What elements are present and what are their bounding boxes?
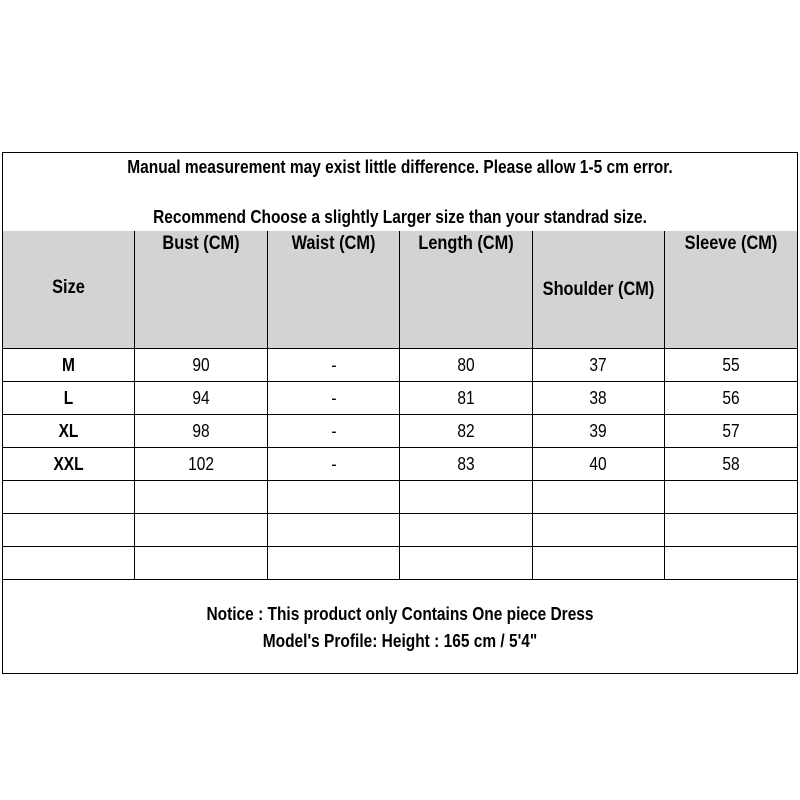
header-sleeve xyxy=(665,231,797,349)
cell-value: 40 xyxy=(589,454,608,474)
product-notes xyxy=(3,578,797,674)
header-sleeve-label: Sleeve (CM) xyxy=(684,233,778,254)
shoulder-cell xyxy=(533,481,665,514)
cell-value: 38 xyxy=(589,388,608,408)
size-recommendation-note: Recommend Choose a slightly Larger size than your standrad size. xyxy=(153,207,647,227)
length-cell xyxy=(400,514,533,547)
length-cell xyxy=(400,448,533,481)
waist-cell xyxy=(268,547,400,580)
cell-value: 94 xyxy=(192,388,210,408)
header-waist xyxy=(268,231,400,349)
size-chart xyxy=(2,152,798,674)
cell-value: 57 xyxy=(722,421,740,441)
cell-value: 83 xyxy=(457,454,475,474)
header-size xyxy=(3,231,135,349)
cell-value: - xyxy=(330,454,337,474)
cell-value: 81 xyxy=(457,388,475,408)
measurement-notes xyxy=(3,153,797,231)
cell-value: L xyxy=(63,388,74,408)
header-waist-label: Waist (CM) xyxy=(291,233,376,254)
size-cell xyxy=(3,382,135,415)
header-length-label: Length (CM) xyxy=(418,233,514,254)
shoulder-cell xyxy=(533,415,665,448)
header-shoulder-label: Shoulder (CM) xyxy=(542,279,655,300)
header-length xyxy=(400,231,533,349)
bust-cell xyxy=(135,481,268,514)
bust-cell xyxy=(135,547,268,580)
waist-cell xyxy=(268,382,400,415)
header-shoulder xyxy=(533,231,665,349)
header-size-label: Size xyxy=(52,277,85,298)
size-cell xyxy=(3,514,135,547)
waist-cell xyxy=(268,448,400,481)
size-cell xyxy=(3,349,135,382)
cell-value: 82 xyxy=(457,421,475,441)
sleeve-cell xyxy=(665,349,797,382)
cell-value: 98 xyxy=(192,421,210,441)
cell-value: 55 xyxy=(722,355,740,375)
bust-cell xyxy=(135,514,268,547)
waist-cell xyxy=(268,514,400,547)
cell-value: XXL xyxy=(53,454,84,474)
sleeve-cell xyxy=(665,382,797,415)
sleeve-cell xyxy=(665,514,797,547)
waist-cell xyxy=(268,415,400,448)
shoulder-cell xyxy=(533,448,665,481)
size-cell xyxy=(3,448,135,481)
cell-value: - xyxy=(330,388,337,408)
cell-value: 58 xyxy=(722,454,740,474)
bust-cell xyxy=(135,382,268,415)
cell-value: 80 xyxy=(457,355,475,375)
cell-value: 37 xyxy=(589,355,608,375)
cell-value: - xyxy=(330,421,337,441)
cell-value: XL xyxy=(58,421,79,441)
sleeve-cell xyxy=(665,448,797,481)
size-cell xyxy=(3,547,135,580)
sleeve-cell xyxy=(665,415,797,448)
waist-cell xyxy=(268,481,400,514)
model-profile: Model's Profile: Height : 165 cm / 5'4" xyxy=(262,631,538,651)
cell-value: 56 xyxy=(722,388,740,408)
shoulder-cell xyxy=(533,514,665,547)
cell-value: M xyxy=(62,355,75,375)
size-cell xyxy=(3,415,135,448)
bust-cell xyxy=(135,448,268,481)
length-cell xyxy=(400,415,533,448)
header-bust xyxy=(135,231,268,349)
cell-value: 90 xyxy=(192,355,210,375)
cell-value: 39 xyxy=(589,421,608,441)
cell-value: - xyxy=(330,355,337,375)
waist-cell xyxy=(268,349,400,382)
length-cell xyxy=(400,547,533,580)
measurement-error-note: Manual measurement may exist little difference. Please allow 1-5 cm error. xyxy=(127,157,673,177)
length-cell xyxy=(400,481,533,514)
length-cell xyxy=(400,382,533,415)
length-cell xyxy=(400,349,533,382)
shoulder-cell xyxy=(533,349,665,382)
product-notice: Notice : This product only Contains One piece Dress xyxy=(206,604,594,624)
bust-cell xyxy=(135,415,268,448)
sleeve-cell xyxy=(665,547,797,580)
shoulder-cell xyxy=(533,382,665,415)
cell-value: 102 xyxy=(188,454,214,474)
header-bust-label: Bust (CM) xyxy=(162,233,240,254)
shoulder-cell xyxy=(533,547,665,580)
size-cell xyxy=(3,481,135,514)
bust-cell xyxy=(135,349,268,382)
sleeve-cell xyxy=(665,481,797,514)
